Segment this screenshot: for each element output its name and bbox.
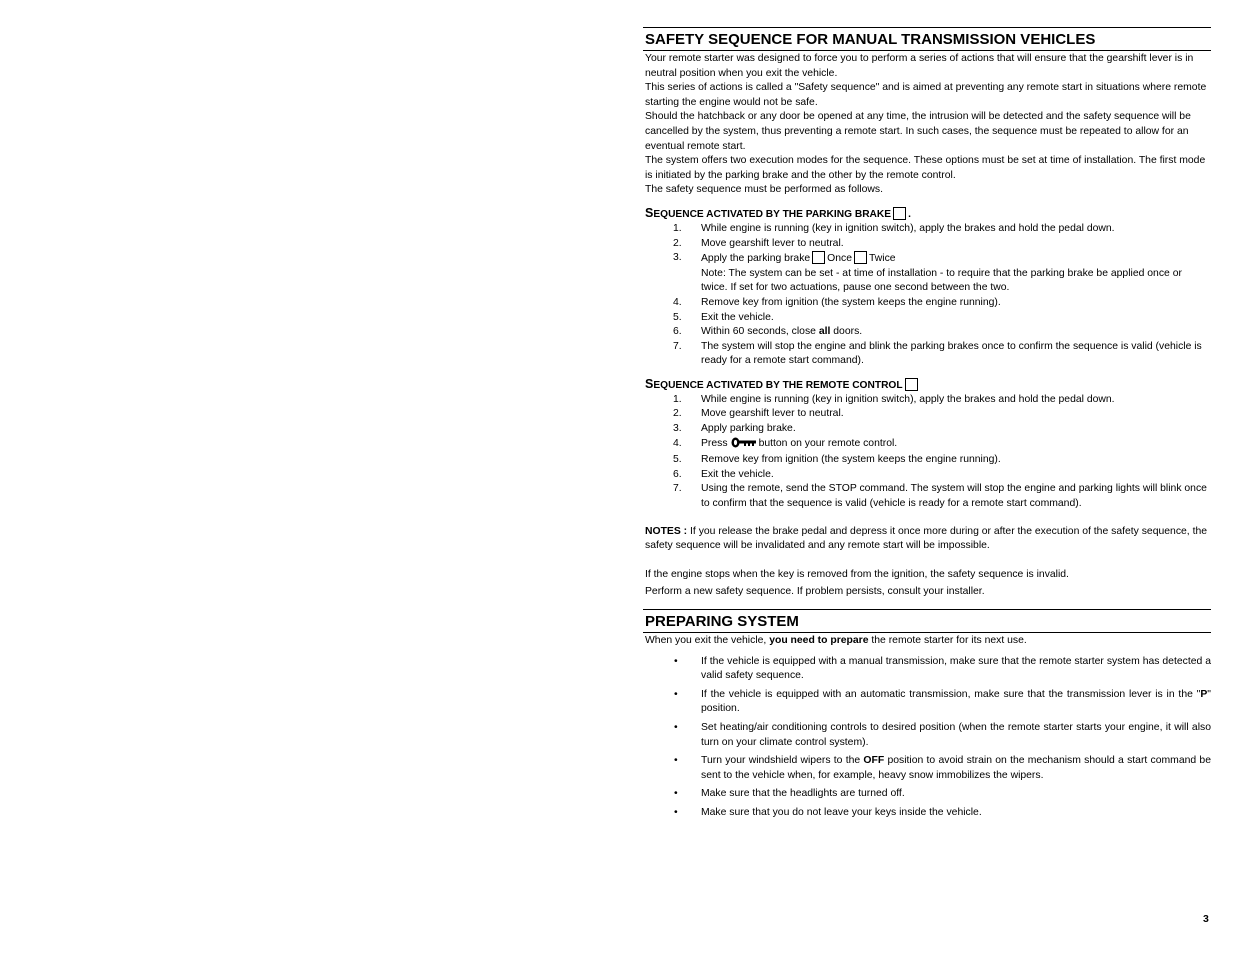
list-item: 1. While engine is running (key in ignition switch), apply the brakes and hold the pedal down.	[673, 393, 1115, 405]
list-item: 7. Using the remote, send the STOP command. The system will stop the engine and parking lights will blink once to confirm that the sequence is valid (vehicle is ready for a remote start command).	[673, 483, 1207, 510]
list-item: • Make sure that you do not leave your keys inside the vehicle.	[674, 806, 982, 818]
list-item: 3. Apply the parking brake Once Twice Note: The system can be set - at time of installation - to require that the parking brake be applied once or twice. If set for two actuations, pause one second between the two.	[643, 251, 1211, 296]
notes-line-2: If the engine stops when the key is removed from the ignition, the safety sequence is invalid.	[645, 568, 1069, 580]
notes-paragraph: NOTES : If you release the brake pedal and depress it once more during or after the execution of the safety sequence, the safety sequence will be invalidated and any remote start will be impossible.	[645, 525, 1208, 552]
list-item: 3. Apply parking brake.	[673, 423, 796, 435]
parking-brake-mode-checkbox[interactable]	[893, 207, 906, 220]
list-item: 4. Remove key from ignition (the system keeps the engine running).	[673, 296, 1001, 308]
once-checkbox[interactable]	[812, 251, 825, 264]
remote-mode-checkbox[interactable]	[905, 378, 918, 391]
list-item: 2. Move gearshift lever to neutral.	[673, 408, 844, 420]
section-title-safety-sequence: SAFETY SEQUENCE FOR MANUAL TRANSMISSION VEHICLES	[643, 27, 1211, 51]
subheading-remote-control: SEQUENCE ACTIVATED BY THE REMOTE CONTROL	[643, 377, 1211, 393]
intro-para-4: The system offers two execution modes for the sequence. These options must be set at time of installation. The first mode is initiated by the parking brake and the other by the remote control.	[645, 155, 1206, 181]
intro-para-2: This series of actions is called a "Safety sequence" and is aimed at preventing any remote start in situations where remote starting the engine would not be safe.	[645, 82, 1207, 108]
intro-para-3: Should the hatchback or any door be opened at any time, the intrusion will be detected and the safety sequence will be cancelled by the system, thus preventing a remote start. In such cases, the sequence must be repeated to allow for an eventual remote start.	[645, 111, 1191, 152]
list-item: • Turn your windshield wipers to the OFF position to avoid strain on the mechanism should a start command be sent to the vehicle when, for example, heavy snow immobilizes the wipers.	[674, 755, 1211, 781]
section-title-preparing-system: PREPARING SYSTEM	[643, 609, 1211, 633]
list-item: 6. Exit the vehicle.	[673, 468, 774, 480]
list-item: 6. Within 60 seconds, close all doors.	[673, 326, 863, 338]
intro-para-5: The safety sequence must be performed as follows.	[645, 184, 883, 196]
key-icon	[731, 437, 757, 454]
list-item: • Set heating/air conditioning controls to desired position (when the remote starter starts your engine, it will also turn on your climate control system).	[674, 721, 1211, 748]
list-item: 1. While engine is running (key in ignition switch), apply the brakes and hold the pedal down.	[673, 222, 1115, 234]
page-number: 3	[1203, 913, 1209, 925]
list-item: 5. Exit the vehicle.	[673, 311, 774, 323]
list-item: 2. Move gearshift lever to neutral.	[673, 237, 844, 249]
list-item: 7. The system will stop the engine and blink the parking brakes once to confirm the sequence is valid (vehicle is ready for a remote start command).	[673, 340, 1202, 367]
notes-line-3: Perform a new safety sequence. If problem persists, consult your installer.	[645, 586, 985, 598]
preparing-bullets	[643, 655, 1211, 821]
parking-brake-steps	[643, 222, 1211, 369]
subheading-parking-brake: SEQUENCE ACTIVATED BY THE PARKING BRAKE .	[645, 205, 911, 220]
remote-steps	[643, 393, 1211, 512]
page-column	[643, 27, 1211, 825]
preparing-intro: When you exit the vehicle, you need to prepare the remote starter for its next use.	[645, 635, 1027, 646]
list-item: • If the vehicle is equipped with an automatic transmission, make sure that the transmission lever is in the "P" position.	[674, 688, 1211, 715]
twice-checkbox[interactable]	[854, 251, 867, 264]
list-item: • If the vehicle is equipped with a manual transmission, make sure that the remote starter system has detected a valid safety sequence.	[674, 655, 1211, 682]
list-item: • Make sure that the headlights are turned off.	[674, 788, 905, 800]
list-item: 4. Press button on your remote control.	[643, 437, 1211, 454]
list-item: 5. Remove key from ignition (the system keeps the engine running).	[673, 454, 1001, 466]
parking-brake-note: Note: The system can be set - at time of installation - to require that the parking brake be applied once or twice. If set for two actuations, pause one second between the two.	[701, 267, 1182, 294]
intro-para-1: Your remote starter was designed to force you to perform a series of actions that will ensure that the gearshift lever is in neutral position when you exit the vehicle.	[645, 53, 1194, 79]
